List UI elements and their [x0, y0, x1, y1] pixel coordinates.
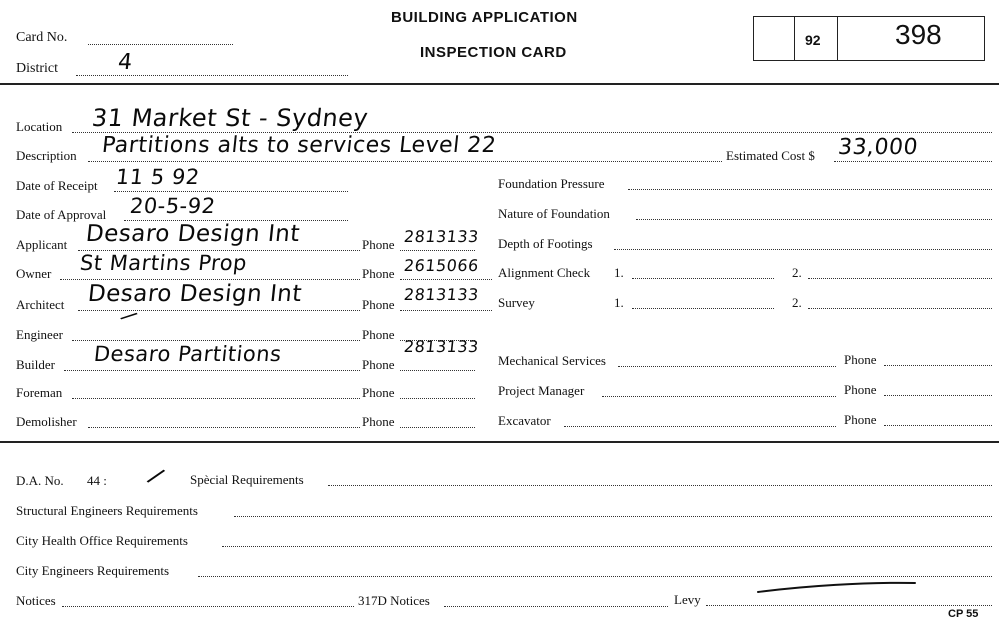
applicant-value: Desaro Design Int [84, 221, 302, 247]
applicant-phone-line[interactable] [400, 250, 475, 251]
health-line[interactable] [222, 546, 992, 547]
date-receipt-line[interactable] [114, 191, 348, 192]
nature-foundation-label: Nature of Foundation [498, 206, 610, 221]
depth-footings-line[interactable] [614, 249, 992, 250]
architect-phone-label: Phone [362, 297, 395, 312]
notices-317d-line[interactable] [444, 606, 668, 607]
estimated-cost-label: Estimated Cost $ [726, 148, 815, 163]
foreman-phone-label: Phone [362, 385, 395, 400]
date-receipt-value: 11 5 92 [114, 165, 201, 189]
architect-phone-line[interactable] [400, 310, 492, 311]
architect-value: Desaro Design Int [86, 281, 304, 307]
estimated-cost-value: 33,000 [836, 135, 920, 160]
foreman-line[interactable] [72, 398, 360, 399]
foreman-phone-line[interactable] [400, 398, 475, 399]
builder-value: Desaro Partitions [92, 342, 283, 366]
builder-phone-line[interactable] [400, 370, 475, 371]
description-line[interactable] [88, 161, 722, 162]
applicant-phone-value: 2813133 [403, 227, 480, 246]
excavator-line[interactable] [564, 426, 836, 427]
middle-rule [0, 441, 999, 443]
builder-phone-label: Phone [362, 357, 395, 372]
builder-phone-value: 2813133 [403, 337, 480, 356]
engineer-label: Engineer [16, 327, 63, 342]
survey-label: Survey [498, 295, 535, 310]
alignment-check-label: Alignment Check [498, 265, 591, 280]
card-no-label: Card No. [16, 30, 68, 45]
project-manager-line[interactable] [602, 396, 836, 397]
special-req-line[interactable] [328, 485, 992, 486]
demolisher-phone-line[interactable] [400, 427, 475, 428]
architect-line[interactable] [78, 310, 360, 311]
foundation-pressure-line[interactable] [628, 189, 992, 190]
card-number-box [753, 16, 985, 61]
demolisher-line[interactable] [88, 427, 360, 428]
alignment-line-2[interactable] [808, 278, 992, 279]
mechanical-label: Mechanical Services [498, 353, 606, 368]
special-req-label: Spècial Requirements [190, 472, 304, 487]
date-approval-label: Date of Approval [16, 207, 107, 222]
project-manager-phone-line[interactable] [884, 395, 992, 396]
excavator-label: Excavator [498, 413, 551, 428]
architect-label: Architect [16, 297, 65, 312]
city-eng-label: City Engineers Requirements [16, 563, 170, 578]
header-rule [0, 83, 999, 85]
project-manager-phone-label: Phone [844, 382, 877, 397]
structural-label: Structural Engineers Requirements [16, 503, 198, 518]
alignment-line-1[interactable] [632, 278, 774, 279]
demolisher-label: Demolisher [16, 414, 77, 429]
owner-phone-label: Phone [362, 266, 395, 281]
owner-line[interactable] [60, 279, 360, 280]
city-eng-line[interactable] [198, 576, 992, 577]
owner-label: Owner [16, 266, 52, 281]
survey-line-2[interactable] [808, 308, 992, 309]
excavator-phone-line[interactable] [884, 425, 992, 426]
owner-phone-line[interactable] [400, 279, 492, 280]
engineer-value: / [117, 306, 142, 326]
foundation-pressure-label: Foundation Pressure [498, 176, 605, 191]
district-line[interactable] [76, 75, 348, 76]
excavator-phone-label: Phone [844, 412, 877, 427]
box-divider-1 [794, 16, 795, 61]
description-value: Partitions alts to services Level 22 [100, 133, 498, 158]
demolisher-phone-label: Phone [362, 414, 395, 429]
description-label: Description [16, 148, 77, 163]
alignment-num1: 1. [614, 265, 624, 280]
builder-line[interactable] [64, 370, 360, 371]
da-mark: / [144, 462, 169, 490]
depth-footings-label: Depth of Footings [498, 236, 593, 251]
project-manager-label: Project Manager [498, 383, 585, 398]
district-label: District [16, 61, 58, 76]
da-no-value: 44 : [87, 473, 107, 488]
architect-phone-value: 2813133 [403, 285, 480, 304]
title-line2: INSPECTION CARD [420, 44, 567, 61]
survey-line-1[interactable] [632, 308, 774, 309]
engineer-line[interactable] [72, 340, 360, 341]
levy-label: Levy [674, 592, 701, 607]
district-value: 4 [116, 50, 134, 75]
form-code: CP 55 [948, 608, 979, 620]
survey-num1: 1. [614, 295, 624, 310]
notices-line[interactable] [62, 606, 354, 607]
date-approval-value: 20-5-92 [128, 194, 217, 218]
card-number-value: 398 [895, 19, 942, 50]
box-divider-2 [837, 16, 838, 61]
health-label: City Health Office Requirements [16, 533, 188, 548]
da-no-label: D.A. No. [16, 473, 64, 488]
levy-line[interactable] [706, 605, 992, 606]
alignment-num2: 2. [792, 265, 802, 280]
applicant-label: Applicant [16, 237, 68, 252]
card-no-line[interactable] [88, 44, 233, 45]
builder-label: Builder [16, 357, 55, 372]
year-value: 92 [805, 32, 821, 48]
levy-stroke [755, 578, 920, 598]
owner-phone-value: 2615066 [403, 256, 480, 275]
nature-foundation-line[interactable] [636, 219, 992, 220]
foreman-label: Foreman [16, 385, 63, 400]
date-receipt-label: Date of Receipt [16, 178, 98, 193]
mechanical-phone-line[interactable] [884, 365, 992, 366]
owner-value: St Martins Prop [78, 251, 249, 275]
location-value: 31 Market St - Sydney [90, 104, 370, 132]
location-label: Location [16, 119, 63, 134]
notices-label: Notices [16, 593, 56, 608]
notices-317d-label: 317D Notices [358, 593, 430, 608]
mechanical-line[interactable] [618, 366, 836, 367]
mechanical-phone-label: Phone [844, 352, 877, 367]
survey-num2: 2. [792, 295, 802, 310]
structural-line[interactable] [234, 516, 992, 517]
title-line1: BUILDING APPLICATION [391, 9, 578, 26]
applicant-phone-label: Phone [362, 237, 395, 252]
engineer-phone-label: Phone [362, 327, 395, 342]
estimated-cost-line[interactable] [834, 161, 992, 162]
